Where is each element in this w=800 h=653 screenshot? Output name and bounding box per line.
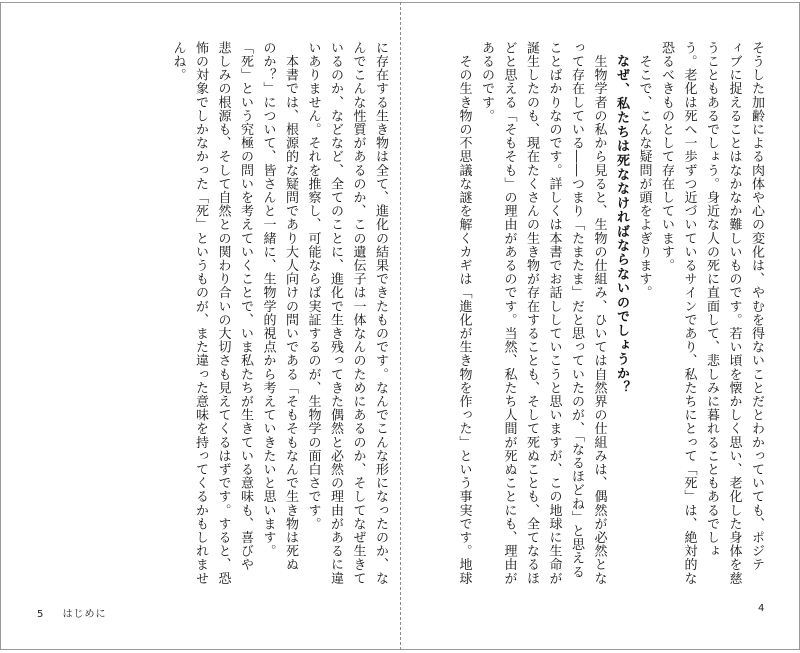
text-line: 恐るべきものとして存在しています。 — [659, 41, 674, 273]
running-title: はじめに — [62, 609, 107, 620]
text-line: 生物学者の私から見ると、生物の仕組み、ひいては自然界の仕組みは、偶然が必然とな — [591, 41, 607, 585]
text-line: 本書では、根源的な疑問であり大人向けの問いである「そもそもなんで生き物は死ぬ — [283, 41, 298, 572]
text-line: に存在する生き物は全て、進化の結果できたものです。なんでこんな形になったのか、な — [373, 41, 388, 585]
text-line: 悲しみの根源も、そして自然との関わり合いの大切さも見えてくるはずです。すると、恐 — [215, 41, 231, 585]
right-page — [401, 2, 800, 650]
text-line: どと思える「そもそも」の理由があるのです。当然、私たち人間が死ぬことにも、理由が — [501, 41, 517, 585]
text-line: いありません。それを推察し、可能ならば実証するのが、生物学の面白さです。 — [305, 41, 321, 531]
text-line: 誕生したのも、現在たくさんの生き物が存在することも、そして死ぬことも、全てなるほ — [524, 41, 539, 585]
right-page-body — [401, 41, 800, 585]
text-line: 怖の対象でしかなかった「死」というものが、また違った意味を持ってくるかもしれませ — [193, 41, 208, 585]
right-page-number: 4 — [758, 603, 765, 614]
left-page — [0, 2, 401, 650]
section-heading: なぜ、私たちは死ななければならないのでしょうか？ — [614, 54, 629, 395]
text-line: そこで、こんな疑問が頭をよぎります。 — [636, 41, 652, 300]
text-line: そうした加齢による肉体や心の変化は、やむを得ないことだとわかっていても、ポジテ — [749, 41, 764, 572]
text-line: って存在している――つまり「たまたま」だと思っていたのが、「なるほどね」と思える — [569, 41, 584, 579]
text-line: んね。 — [170, 41, 186, 82]
text-line: うこともあるでしょう。身近な人の死に直面して、悲しみに暮れることもあるでしょ — [704, 41, 719, 558]
left-page-body — [1, 41, 401, 585]
text-line: 「死」という究極の問いを考えていくことで、いま私たちが生きている意味も、喜びや — [238, 41, 253, 572]
text-line: う。老化は死へ一歩ずつ近づいているサインであり、私たちにとって「死」は、絶対的な — [681, 41, 697, 585]
text-line: ィブに捉えることはなかなか難しいものです。若い頃を懐かしく思い、老化した身体を慈 — [726, 41, 742, 585]
page-gutter — [400, 2, 402, 650]
text-line: ことばかりなのです。詳しくは本書でお話ししていこうと思いますが、この地球に生命が — [546, 41, 562, 585]
left-page-number: 5 — [37, 609, 44, 620]
text-line: その生き物の不思議な謎を解くカギは「進化が生き物を作った」という事実です。地球 — [456, 41, 472, 585]
text-line: いるのか、などなど、全てのことに、進化で生き残ってきた偶然と必然の理由があるに違 — [328, 41, 343, 585]
text-line: んでこんな性質があるのか、この遺伝子は一体なんのためにあるのか、そしてなぜ生きて — [350, 41, 366, 585]
left-page-folio — [37, 605, 107, 620]
text-line: のか？」について、皆さんと一緒に、生物学的視点から考えていきたいと思います。 — [260, 41, 276, 558]
text-line: あるのです。 — [479, 41, 494, 123]
